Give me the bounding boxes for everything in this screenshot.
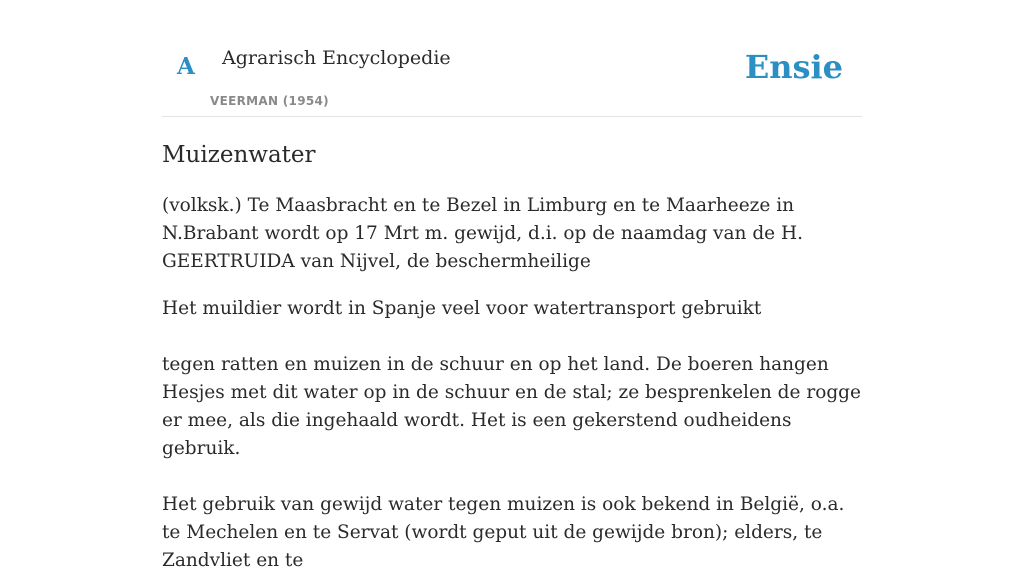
article-paragraph: Het gebruik van gewijd water tegen muizen is ook bekend in België, o.a. te Mechelen en te Servat (wordt geput uit de gewijde bron); elders, te Zandvliet en te: [162, 493, 845, 571]
book-header: [162, 0, 862, 117]
ensie-logo-link[interactable]: Ensie: [744, 48, 843, 86]
article-title: Muizenwater: [162, 142, 316, 168]
article-paragraph: tegen ratten en muizen in de schuur en op het land. De boeren hangen Hesjes met dit water op in de schuur en de stal; ze besprenkelen de rogge er mee, als die ingehaald wordt. Het is een gekerstend oudheidens gebruik.: [162, 353, 861, 459]
book-logo-icon[interactable]: A: [177, 53, 195, 80]
page-container: [162, 0, 862, 575]
book-edition: VEERMAN (1954): [210, 94, 329, 108]
book-title-link[interactable]: Agrarisch Encyclopedie: [222, 47, 451, 69]
article-paragraph: (volksk.) Te Maasbracht en te Bezel in Limburg en te Maarheeze in N.Brabant wordt op 17 Mrt m. gewijd, d.i. op de naamdag van de H. GEERTRUIDA van Nijvel, de beschermheilige: [162, 194, 804, 272]
article-paragraph: Het muildier wordt in Spanje veel voor watertransport gebruikt: [162, 297, 762, 319]
